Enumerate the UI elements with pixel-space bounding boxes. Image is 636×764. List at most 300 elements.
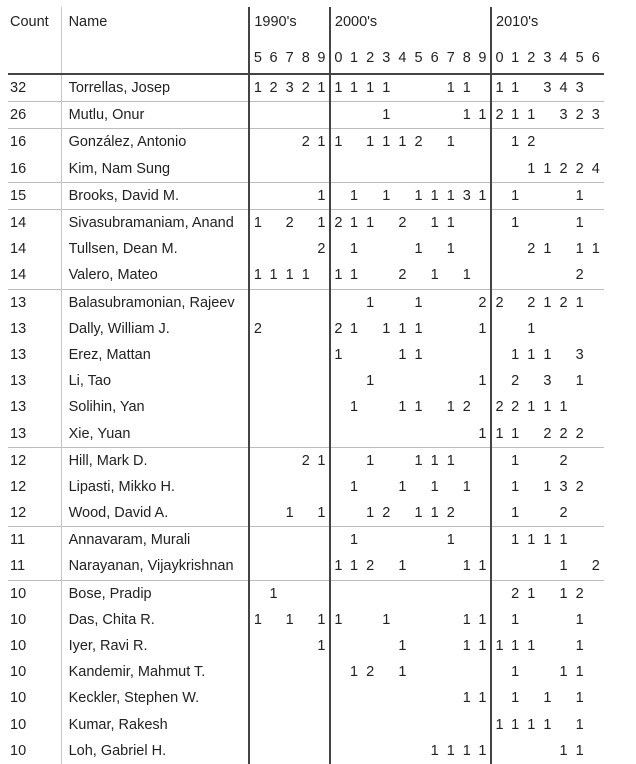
year-count-cell	[523, 262, 539, 289]
author-name-cell[interactable]: Keckler, Stephen W.	[61, 685, 249, 711]
year-count-cell: 1	[543, 716, 552, 733]
year-count-cell	[523, 368, 539, 394]
year-count-cell: 2	[298, 447, 314, 474]
year-count-cell	[491, 129, 507, 156]
year-count-cell: 2	[491, 289, 507, 316]
year-count-cell: 1	[511, 425, 520, 442]
year-count-cell	[298, 527, 314, 554]
year-count-cell: 1	[555, 580, 571, 607]
year-count-cell	[394, 447, 410, 474]
year-header-2000s-8: 8	[459, 43, 475, 74]
year-count-cell: 2	[394, 209, 410, 236]
author-name-cell[interactable]: González, Antonio	[61, 129, 249, 156]
table-row	[8, 500, 604, 527]
year-count-cell: 1	[350, 664, 359, 681]
year-count-cell	[314, 368, 330, 394]
year-count-cell	[588, 712, 604, 738]
year-count-cell: 1	[446, 80, 455, 97]
year-count-cell	[588, 474, 604, 500]
year-count-cell: 1	[523, 102, 539, 129]
year-count-cell	[378, 368, 394, 394]
year-count-cell	[378, 633, 394, 659]
year-count-cell	[298, 580, 314, 607]
year-count-cell	[491, 659, 507, 685]
year-count-cell	[588, 342, 604, 368]
year-count-cell: 1	[478, 611, 487, 628]
year-count-cell: 2	[511, 399, 520, 416]
year-count-cell	[362, 527, 378, 554]
author-name-cell[interactable]: Erez, Mattan	[61, 342, 249, 368]
year-count-cell	[394, 527, 410, 554]
year-count-cell: 1	[398, 664, 407, 681]
table-row	[8, 182, 604, 209]
year-count-cell	[588, 289, 604, 316]
count-cell: 10	[10, 690, 27, 707]
decade-header-row	[8, 7, 604, 43]
year-count-cell	[588, 262, 604, 289]
count-cell: 10	[8, 580, 61, 607]
year-count-cell	[427, 633, 443, 659]
author-name-cell[interactable]: Solihin, Yan	[61, 394, 249, 420]
author-name-cell[interactable]: Annavaram, Murali	[61, 527, 249, 554]
year-count-cell	[346, 420, 362, 447]
year-count-cell	[394, 685, 410, 711]
year-count-cell	[330, 394, 346, 420]
year-count-cell	[410, 738, 426, 764]
year-count-cell: 1	[330, 74, 346, 102]
year-count-cell: 1	[427, 447, 443, 474]
count-cell: 14	[10, 267, 27, 284]
year-count-cell: 1	[446, 742, 455, 759]
author-name-cell[interactable]: Hill, Mark D.	[61, 447, 249, 474]
author-name-cell[interactable]: Das, Chita R.	[61, 607, 249, 633]
name-column-header[interactable]: Name	[61, 7, 249, 74]
year-count-cell: 2	[462, 399, 471, 416]
year-count-cell	[330, 738, 346, 764]
year-count-cell	[362, 580, 378, 607]
year-count-cell	[314, 474, 330, 500]
year-count-cell	[588, 633, 604, 659]
year-count-cell: 1	[350, 267, 359, 284]
year-count-cell	[523, 74, 539, 102]
year-count-cell: 1	[301, 267, 310, 284]
year-count-cell	[265, 102, 281, 129]
year-count-cell: 1	[330, 607, 346, 633]
year-count-cell	[282, 420, 298, 447]
year-count-cell	[330, 474, 346, 500]
year-count-cell: 2	[282, 209, 298, 236]
year-count-cell	[491, 262, 507, 289]
year-count-cell: 1	[362, 209, 378, 236]
year-header-2000s-0: 0	[330, 43, 346, 74]
year-count-cell	[362, 738, 378, 764]
year-count-cell	[330, 659, 346, 685]
count-column-header[interactable]: Count	[8, 7, 61, 74]
year-count-cell	[427, 553, 443, 580]
author-name-cell[interactable]: Wood, David A.	[61, 500, 249, 527]
year-count-cell	[459, 659, 475, 685]
year-count-cell	[298, 685, 314, 711]
year-count-cell	[394, 420, 410, 447]
year-count-cell: 1	[523, 527, 539, 554]
year-count-cell	[588, 447, 604, 474]
author-name-cell[interactable]: Balasubramonian, Rajeev	[61, 289, 249, 316]
year-count-cell: 1	[543, 160, 552, 177]
year-count-cell: 2	[301, 80, 310, 97]
year-count-cell	[523, 659, 539, 685]
author-name-cell[interactable]: Torrellas, Josep	[61, 74, 249, 102]
year-count-cell: 2	[559, 160, 568, 177]
year-count-cell: 1	[330, 553, 346, 580]
author-name-cell[interactable]: Loh, Gabriel H.	[61, 738, 249, 764]
count-cell: 26	[8, 102, 61, 129]
year-count-cell: 1	[414, 320, 423, 337]
count-cell: 11	[8, 527, 61, 554]
year-count-cell	[298, 316, 314, 342]
year-count-cell	[459, 129, 475, 156]
year-count-cell: 1	[350, 558, 359, 575]
year-count-cell	[410, 102, 426, 129]
year-count-cell: 2	[523, 129, 539, 156]
count-cell: 11	[10, 558, 26, 575]
year-count-cell: 1	[330, 342, 346, 368]
year-count-cell	[282, 182, 298, 209]
year-count-cell	[555, 236, 571, 262]
year-count-cell: 2	[575, 160, 584, 177]
year-count-cell	[588, 738, 604, 764]
year-count-cell: 1	[591, 241, 600, 258]
year-count-cell	[265, 209, 281, 236]
year-count-cell	[491, 342, 507, 368]
year-count-cell: 3	[543, 373, 552, 390]
year-count-cell: 1	[330, 129, 346, 156]
year-count-cell	[346, 129, 362, 156]
year-count-cell: 2	[559, 425, 568, 442]
year-count-cell: 1	[559, 742, 568, 759]
count-cell: 13	[10, 425, 27, 442]
year-count-cell	[507, 289, 523, 316]
year-count-cell	[378, 262, 394, 289]
year-count-cell	[588, 659, 604, 685]
year-count-cell	[282, 102, 298, 129]
year-count-cell	[282, 685, 298, 711]
year-count-cell	[443, 420, 459, 447]
year-count-cell	[249, 156, 265, 183]
year-count-cell: 1	[511, 505, 520, 522]
year-count-cell	[588, 209, 604, 236]
year-count-cell	[427, 420, 443, 447]
year-header-2000s-4: 4	[394, 43, 410, 74]
year-count-cell: 1	[575, 241, 584, 258]
year-count-cell	[475, 342, 491, 368]
year-count-cell	[249, 712, 265, 738]
year-count-cell	[588, 182, 604, 209]
year-count-cell	[330, 236, 346, 262]
year-count-cell: 1	[350, 80, 359, 97]
year-count-cell: 1	[366, 505, 375, 522]
year-count-cell	[362, 685, 378, 711]
year-count-cell	[282, 368, 298, 394]
year-count-cell	[491, 447, 507, 474]
year-count-cell	[410, 474, 426, 500]
year-count-cell	[491, 182, 507, 209]
year-count-cell: 1	[427, 209, 443, 236]
year-count-cell	[427, 342, 443, 368]
year-count-cell	[475, 527, 491, 554]
year-count-cell	[362, 102, 378, 129]
table-row	[8, 342, 604, 368]
year-count-cell	[475, 447, 491, 474]
year-count-cell: 2	[511, 373, 520, 390]
year-count-cell: 1	[559, 399, 568, 416]
year-count-cell	[427, 74, 443, 102]
table-row	[8, 102, 604, 129]
year-count-cell	[265, 659, 281, 685]
year-count-cell	[249, 527, 265, 554]
year-count-cell	[427, 527, 443, 554]
author-name-cell[interactable]: Iyer, Ravi R.	[61, 633, 249, 659]
year-count-cell: 1	[478, 558, 487, 575]
year-count-cell	[362, 394, 378, 420]
year-count-cell	[410, 580, 426, 607]
year-count-cell	[330, 527, 346, 554]
year-count-cell	[572, 129, 588, 156]
year-count-cell	[410, 156, 426, 183]
year-count-cell	[378, 659, 394, 685]
author-name-cell[interactable]: Sivasubramaniam, Anand	[61, 209, 249, 236]
year-count-cell: 2	[330, 209, 346, 236]
year-count-cell	[249, 420, 265, 447]
year-count-cell	[282, 394, 298, 420]
year-count-cell	[282, 659, 298, 685]
year-count-cell	[475, 500, 491, 527]
year-count-cell	[410, 685, 426, 711]
year-count-cell	[282, 580, 298, 607]
year-count-cell	[394, 182, 410, 209]
year-count-cell: 2	[572, 580, 588, 607]
table-row	[8, 368, 604, 394]
author-name-cell[interactable]: Dally, William J.	[61, 316, 249, 342]
year-count-cell: 3	[459, 182, 475, 209]
year-count-cell: 3	[543, 80, 552, 97]
year-count-cell	[588, 420, 604, 447]
year-count-cell: 1	[446, 241, 455, 258]
year-count-cell: 2	[398, 267, 407, 284]
year-count-cell: 2	[559, 505, 568, 522]
year-count-cell: 1	[382, 80, 391, 97]
year-count-cell	[265, 368, 281, 394]
year-count-cell: 2	[555, 289, 571, 316]
author-name-cell[interactable]: Kandemir, Mahmut T.	[61, 659, 249, 685]
year-count-cell: 1	[362, 129, 378, 156]
year-count-cell	[282, 633, 298, 659]
author-publication-table-container	[8, 7, 600, 764]
author-name-cell[interactable]: Narayanan, Vijaykrishnan	[61, 553, 249, 580]
year-count-cell	[265, 156, 281, 183]
year-count-cell	[539, 129, 555, 156]
year-count-cell	[539, 500, 555, 527]
count-cell: 10	[10, 716, 27, 733]
year-count-cell	[427, 712, 443, 738]
year-count-cell: 1	[462, 638, 471, 655]
year-count-cell: 2	[366, 664, 375, 681]
year-count-cell	[475, 262, 491, 289]
year-count-cell	[314, 527, 330, 554]
count-cell: 12	[10, 505, 27, 522]
year-count-cell	[346, 368, 362, 394]
author-name-cell[interactable]: Valero, Mateo	[61, 262, 249, 289]
year-count-cell	[555, 182, 571, 209]
year-count-cell: 2	[249, 316, 265, 342]
year-count-cell	[427, 659, 443, 685]
author-name-cell[interactable]: Xie, Yuan	[61, 420, 249, 447]
year-count-cell	[282, 289, 298, 316]
author-name-cell[interactable]: Bose, Pradip	[61, 580, 249, 607]
year-count-cell	[346, 342, 362, 368]
author-name-cell[interactable]: Kumar, Rakesh	[61, 712, 249, 738]
year-header-2000s-1: 1	[346, 43, 362, 74]
year-count-cell	[539, 447, 555, 474]
year-count-cell: 1	[398, 558, 407, 575]
year-count-cell	[265, 289, 281, 316]
author-name-cell[interactable]: Kim, Nam Sung	[61, 156, 249, 183]
year-count-cell	[394, 712, 410, 738]
year-count-cell	[330, 182, 346, 209]
year-count-cell	[523, 738, 539, 764]
year-count-cell: 1	[394, 129, 410, 156]
year-count-cell	[249, 342, 265, 368]
year-count-cell	[491, 474, 507, 500]
table-row	[8, 659, 604, 685]
author-name-cell[interactable]: Brooks, David M.	[61, 182, 249, 209]
count-cell: 10	[10, 742, 27, 759]
year-count-cell	[394, 580, 410, 607]
year-count-cell	[298, 659, 314, 685]
year-count-cell: 1	[249, 74, 265, 102]
year-count-cell	[555, 368, 571, 394]
year-count-cell	[314, 580, 330, 607]
year-count-cell	[378, 209, 394, 236]
year-count-cell	[362, 236, 378, 262]
year-header-1990s-0: 5	[249, 43, 265, 74]
year-count-cell	[346, 712, 362, 738]
year-count-cell	[427, 607, 443, 633]
year-count-cell: 1	[575, 373, 584, 390]
year-count-cell: 1	[559, 558, 568, 575]
year-count-cell	[539, 262, 555, 289]
year-count-cell	[265, 738, 281, 764]
author-name-cell[interactable]: Mutlu, Onur	[61, 102, 249, 129]
year-count-cell: 1	[443, 447, 459, 474]
year-count-cell	[394, 607, 410, 633]
year-count-cell	[410, 420, 426, 447]
year-count-cell: 1	[543, 690, 552, 707]
year-count-cell	[443, 289, 459, 316]
count-cell: 16	[10, 160, 27, 177]
year-count-cell	[282, 236, 298, 262]
year-count-cell	[443, 102, 459, 129]
author-name-cell[interactable]: Li, Tao	[61, 368, 249, 394]
year-count-cell: 1	[462, 478, 471, 495]
year-count-cell: 1	[443, 527, 459, 554]
year-count-cell	[427, 580, 443, 607]
year-count-cell	[539, 316, 555, 342]
year-count-cell	[378, 685, 394, 711]
year-count-cell	[378, 289, 394, 316]
year-count-cell: 1	[443, 129, 459, 156]
author-publication-table	[8, 7, 604, 764]
count-cell: 10	[10, 638, 27, 655]
year-count-cell: 1	[491, 633, 507, 659]
year-count-cell: 2	[555, 447, 571, 474]
year-count-cell	[491, 236, 507, 262]
year-count-cell	[491, 316, 507, 342]
year-count-cell: 3	[555, 102, 571, 129]
year-count-cell: 2	[523, 289, 539, 316]
year-count-cell: 4	[559, 80, 568, 97]
year-count-cell: 2	[527, 241, 536, 258]
year-count-cell	[249, 580, 265, 607]
year-count-cell	[459, 156, 475, 183]
year-count-cell	[265, 607, 281, 633]
table-row	[8, 420, 604, 447]
year-count-cell: 1	[527, 716, 536, 733]
year-count-cell	[459, 420, 475, 447]
author-name-cell[interactable]: Lipasti, Mikko H.	[61, 474, 249, 500]
year-count-cell	[443, 607, 459, 633]
table-row	[8, 209, 604, 236]
year-count-cell: 1	[265, 580, 281, 607]
year-count-cell	[555, 607, 571, 633]
year-count-cell	[346, 156, 362, 183]
year-count-cell	[314, 738, 330, 764]
year-header-1990s-1: 6	[265, 43, 281, 74]
year-count-cell	[362, 262, 378, 289]
year-count-cell	[249, 633, 265, 659]
year-count-cell	[491, 368, 507, 394]
year-count-cell: 2	[507, 580, 523, 607]
year-count-cell: 1	[398, 478, 407, 495]
year-count-cell	[314, 156, 330, 183]
year-count-cell: 1	[366, 80, 375, 97]
year-count-cell	[427, 156, 443, 183]
year-count-cell	[523, 420, 539, 447]
year-count-cell: 1	[430, 505, 439, 522]
year-count-cell	[265, 420, 281, 447]
year-count-cell	[475, 129, 491, 156]
year-count-cell: 1	[410, 447, 426, 474]
year-count-cell	[539, 633, 555, 659]
year-count-cell: 1	[382, 320, 391, 337]
year-count-cell: 1	[527, 399, 536, 416]
year-count-cell	[475, 236, 491, 262]
count-cell: 14	[8, 209, 61, 236]
year-count-cell	[298, 474, 314, 500]
year-header-2000s-2: 2	[362, 43, 378, 74]
year-count-cell	[555, 685, 571, 711]
year-count-cell: 1	[511, 478, 520, 495]
year-count-cell	[378, 738, 394, 764]
author-name-cell[interactable]: Tullsen, Dean M.	[61, 236, 249, 262]
year-count-cell	[459, 712, 475, 738]
year-count-cell: 1	[478, 425, 487, 442]
year-count-cell: 3	[559, 478, 568, 495]
year-count-cell	[330, 102, 346, 129]
year-count-cell	[410, 553, 426, 580]
count-cell: 14	[10, 241, 27, 258]
year-count-cell: 1	[527, 346, 536, 363]
year-count-cell	[378, 236, 394, 262]
